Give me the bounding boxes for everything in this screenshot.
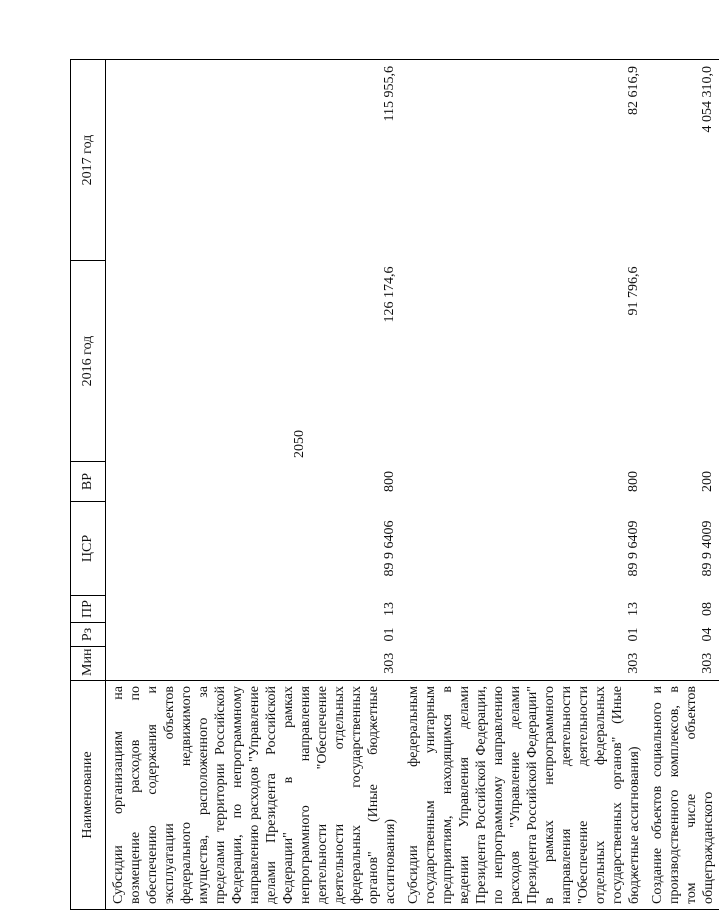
row-2016: 126 174,6: [382, 266, 397, 323]
table-row: [401, 60, 645, 910]
row-min: 303: [382, 652, 397, 674]
header-min: Мин: [71, 647, 106, 681]
row-vr: 800: [626, 471, 641, 492]
row-pr: 13: [626, 602, 641, 616]
row-name: Субсидии федеральным государственным унитарным предприятиям, находящимся в ведении Управления делами Президента Российской Федерации, по непрограммному направлению расходов "Управление делами Президента Российской Федерации" в рамках непрограммного направления деятельности "Обеспечение деятельности отдельных федеральных государственных органов" (Иные бюджетные ассигнования): [401, 681, 645, 910]
row-vr: 200: [700, 471, 715, 492]
row-name: Создание объектов социального и производственного комплексов, в том числе объектов общегражданского: [645, 681, 719, 910]
row-rz: 01: [382, 627, 397, 642]
budget-table: [70, 59, 719, 910]
row-min: 303: [626, 652, 641, 674]
row-min: 303: [700, 652, 715, 674]
header-pr: ПР: [71, 596, 106, 623]
rotated-page-content: [70, 60, 716, 910]
row-rz: 04: [700, 627, 715, 642]
row-2017: 4 054 310,0: [645, 60, 719, 261]
header-2016: 2016 год: [71, 261, 106, 462]
row-2017: 82 616,9: [401, 60, 645, 261]
header-vr: ВР: [71, 462, 106, 502]
header-name: Наименование: [71, 681, 106, 910]
table-row: [106, 60, 402, 910]
table-row: [645, 60, 719, 910]
row-2016: 91 796,6: [626, 266, 641, 316]
header-2017: 2017 год: [71, 60, 106, 261]
row-csr: 89 9 6406: [382, 520, 397, 577]
table-header-row: [71, 60, 106, 910]
row-rz: 01: [626, 627, 641, 642]
row-2017: 115 955,6: [106, 60, 402, 261]
row-csr: 89 9 6409: [626, 520, 641, 577]
header-rz: Рз: [71, 623, 106, 647]
row-csr: 89 9 4009: [700, 520, 715, 577]
row-vr: 800: [382, 471, 397, 492]
row-name: Субсидии организациям на возмещение расходов по обеспечению содержания и эксплуатации объектов федерального недвижимого имущества, расположенного за пределами территории Российской Федерации, по непрограммному направлению расходов "Управление делами Президента Российской Федерации" в рамках непрограммного направления деятельности "Обеспечение деятельности отдельных федеральных государственных органов" (Иные бюджетные ассигнования): [106, 681, 402, 910]
header-csr: ЦСР: [71, 502, 106, 596]
page-number: 2050: [292, 430, 307, 458]
row-pr: 08: [700, 602, 715, 616]
row-pr: 13: [382, 602, 397, 616]
row-2016: [645, 261, 719, 462]
